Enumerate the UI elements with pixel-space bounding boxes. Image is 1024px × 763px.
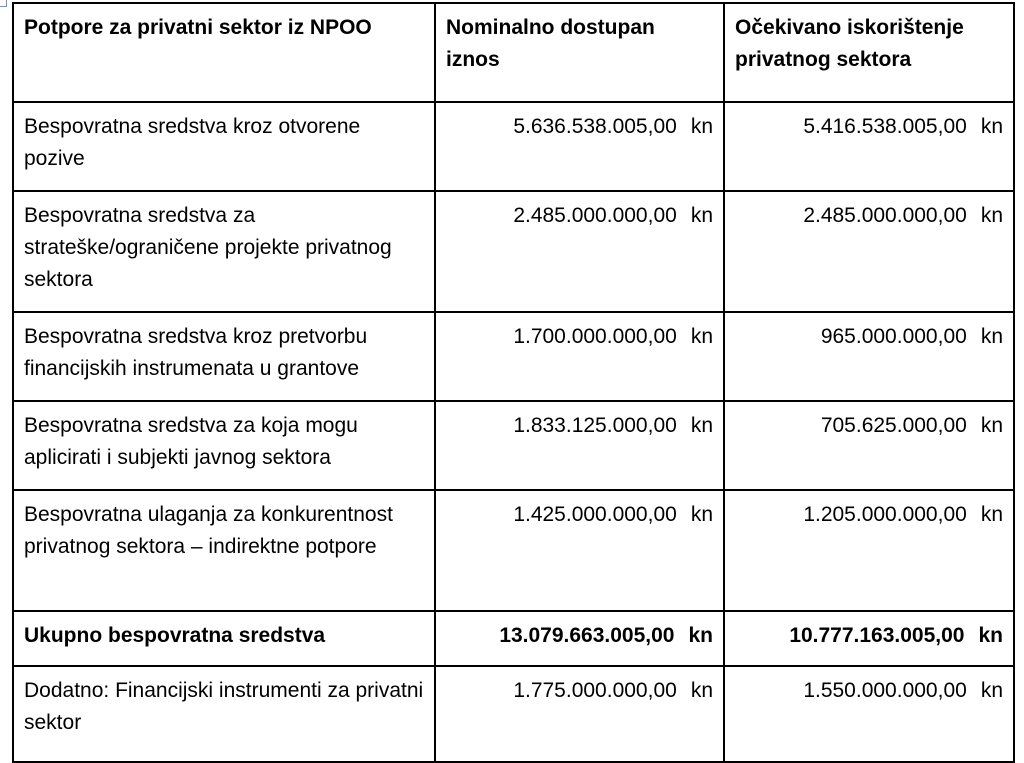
additional-nominal-cell (435, 666, 724, 762)
row-label: Bespovratna ulaganja za konkurentnost privatnog sektora – indirektne potpore (13, 490, 435, 611)
currency-label: kn (690, 204, 713, 227)
total-row (13, 611, 1014, 666)
currency-label: kn (980, 204, 1003, 227)
nominal-amount: 1.700.000.000,00 (513, 325, 677, 348)
expected-amount: 1.205.000.000,00 (803, 503, 967, 526)
currency-label: kn (980, 325, 1003, 348)
expected-amount-cell (724, 312, 1014, 401)
total-expected-amount: 10.777.163.005,00 (789, 624, 965, 647)
additional-nominal-amount: 1.775.000.000,00 (513, 679, 677, 702)
expected-amount: 965.000.000,00 (820, 325, 967, 348)
table-header-row (13, 3, 1014, 102)
row-label: Bespovratna sredstva za koja mogu aplicirati i subjekti javnog sektora (13, 401, 435, 490)
expected-amount: 2.485.000.000,00 (803, 204, 967, 227)
nominal-amount: 1.425.000.000,00 (513, 503, 677, 526)
total-nominal-amount: 13.079.663.005,00 (499, 624, 675, 647)
table-row (13, 401, 1014, 490)
currency-label: kn (978, 624, 1003, 647)
nominal-amount-cell (435, 312, 724, 401)
currency-label: kn (690, 325, 713, 348)
table-row (13, 102, 1014, 191)
currency-label: kn (980, 414, 1003, 437)
expected-amount-cell (724, 401, 1014, 490)
additional-row (13, 666, 1014, 762)
row-label: Bespovratna sredstva kroz otvorene pozive (13, 102, 435, 191)
nominal-amount: 1.833.125.000,00 (513, 414, 677, 437)
additional-expected-cell (724, 666, 1014, 762)
expected-amount-cell (724, 191, 1014, 312)
expected-amount-cell (724, 102, 1014, 191)
additional-expected-amount: 1.550.000.000,00 (803, 679, 967, 702)
expected-amount: 5.416.538.005,00 (803, 115, 967, 138)
nominal-amount-cell (435, 102, 724, 191)
table-row (13, 191, 1014, 312)
currency-label: kn (688, 624, 713, 647)
row-label: Bespovratna sredstva za strateške/ograničene projekte privatnog sektora (13, 191, 435, 312)
currency-label: kn (980, 503, 1003, 526)
total-expected-cell (724, 611, 1014, 666)
currency-label: kn (980, 115, 1003, 138)
nominal-amount: 2.485.000.000,00 (513, 204, 677, 227)
header-nominal-amount: Nominalno dostupan iznos (435, 3, 724, 102)
additional-label: Dodatno: Financijski instrumenti za privatni sektor (13, 666, 435, 762)
nominal-amount-cell (435, 401, 724, 490)
row-label: Bespovratna sredstva kroz pretvorbu financijskih instrumenata u grantove (13, 312, 435, 401)
currency-label: kn (690, 503, 713, 526)
expected-amount: 705.625.000,00 (820, 414, 967, 437)
header-support-type: Potpore za privatni sektor iz NPOO (13, 3, 435, 102)
currency-label: kn (690, 414, 713, 437)
anchor-icon (0, 0, 7, 7)
table-row (13, 312, 1014, 401)
npoo-support-table (12, 2, 1015, 763)
currency-label: kn (690, 115, 713, 138)
table-row (13, 490, 1014, 611)
nominal-amount-cell (435, 490, 724, 611)
nominal-amount: 5.636.538.005,00 (513, 115, 677, 138)
currency-label: kn (980, 679, 1003, 702)
expected-amount-cell (724, 490, 1014, 611)
header-expected-utilization: Očekivano iskorištenje privatnog sektora (724, 3, 1014, 102)
currency-label: kn (690, 679, 713, 702)
total-nominal-cell (435, 611, 724, 666)
nominal-amount-cell (435, 191, 724, 312)
total-label: Ukupno bespovratna sredstva (13, 611, 435, 666)
